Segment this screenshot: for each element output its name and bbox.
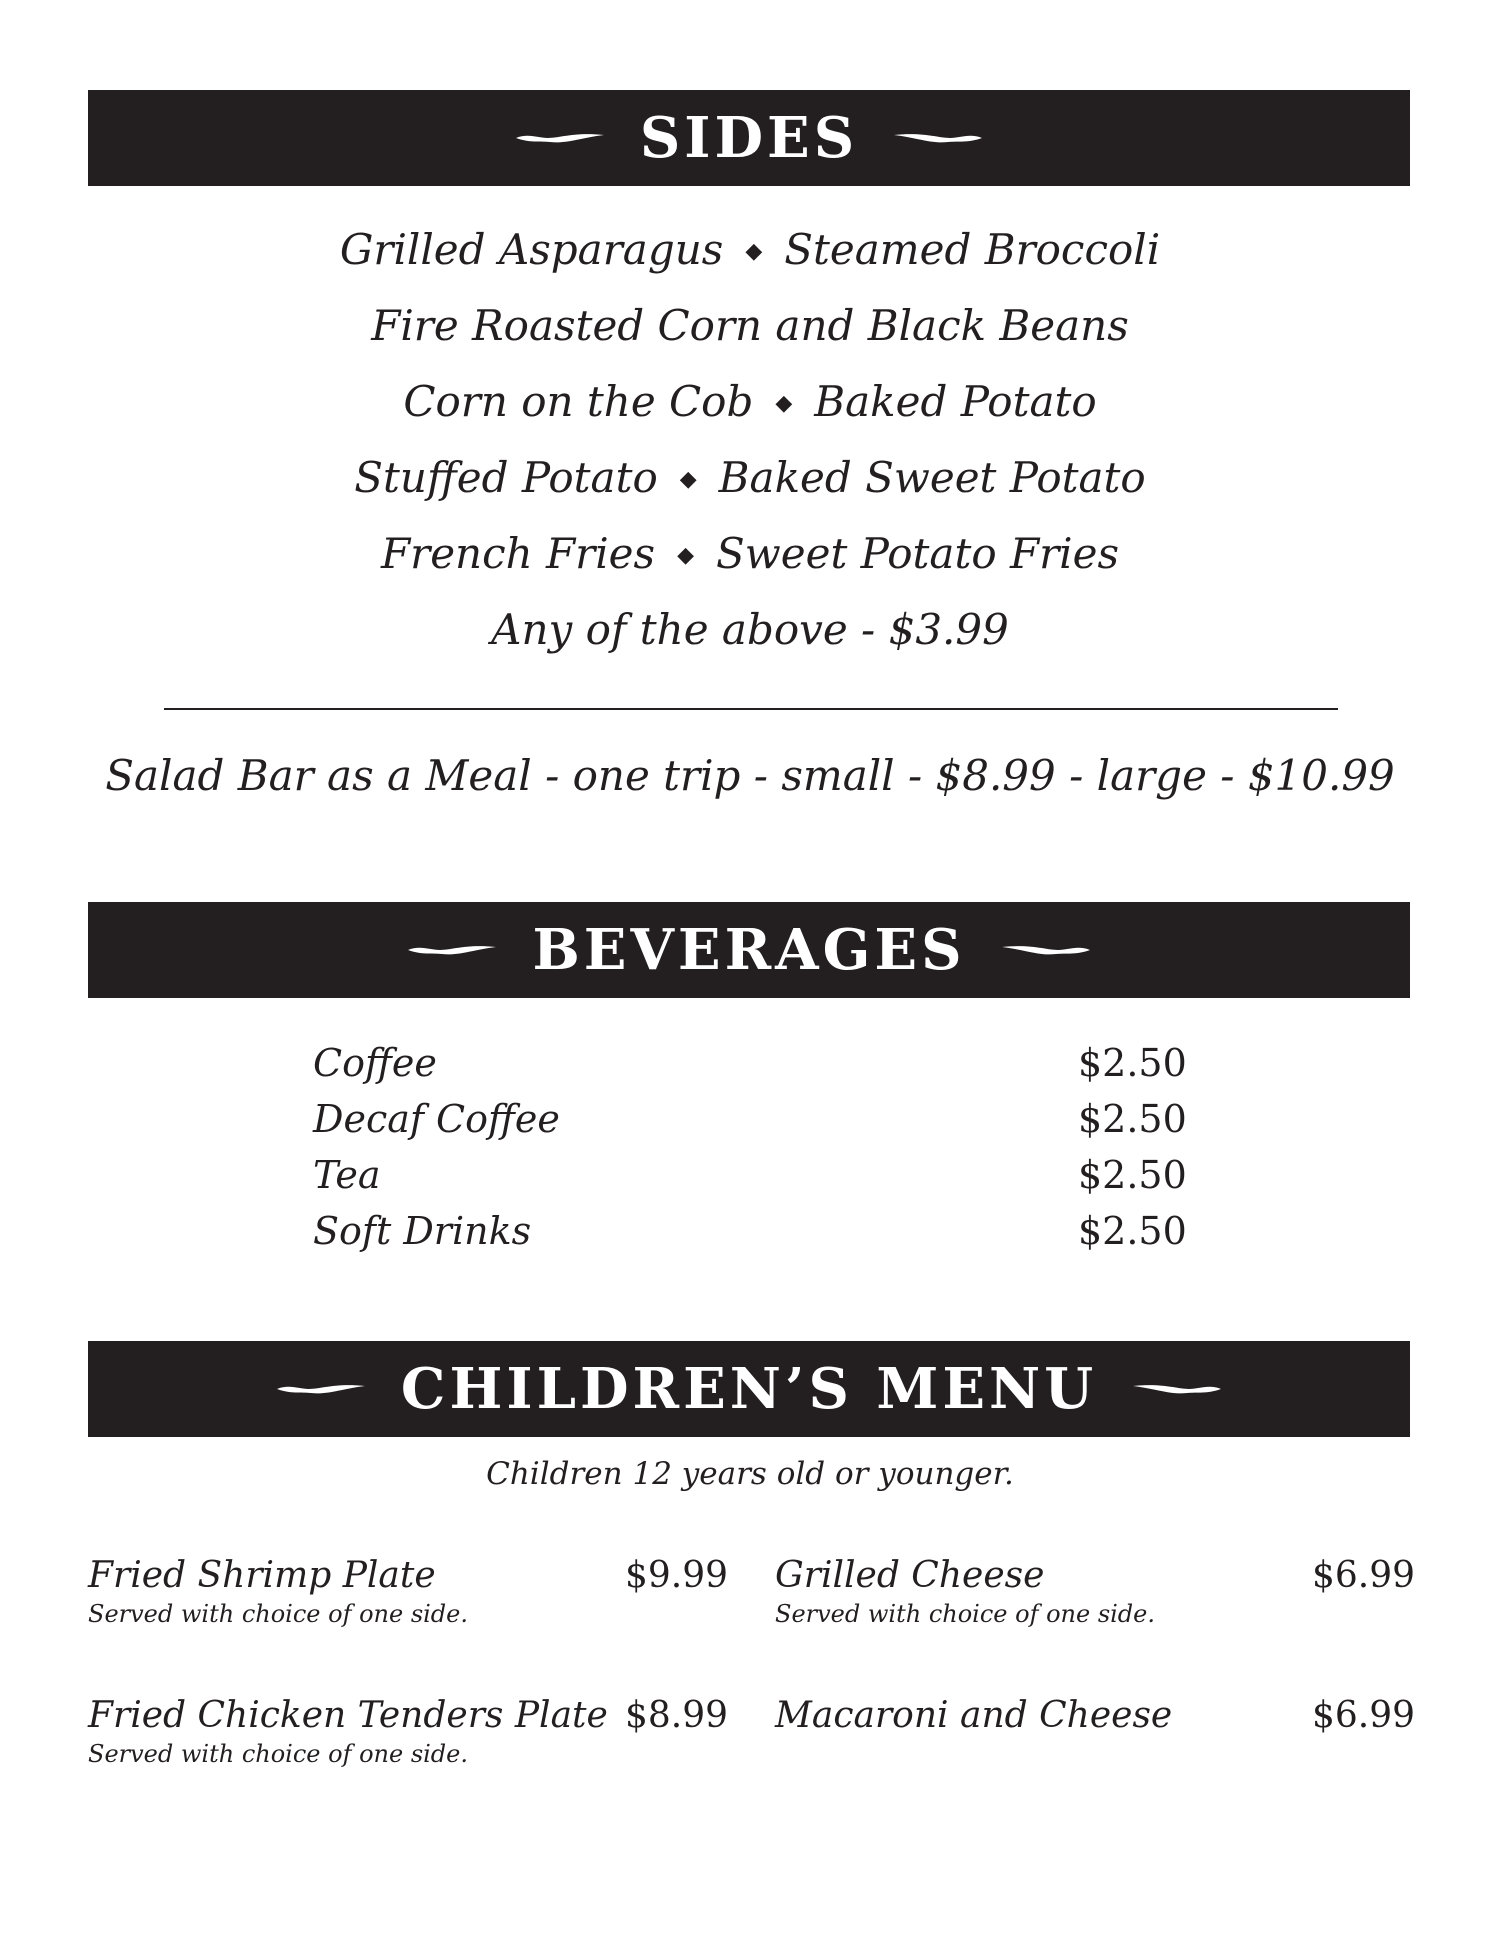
beverage-name: Tea — [313, 1153, 381, 1197]
flourish-right-icon — [1131, 1380, 1223, 1398]
kids-item-description: Served with choice of one side. — [88, 1740, 469, 1768]
salad-bar-line: Salad Bar as a Meal - one trip - small - $8.99 - large - $10.99 — [105, 751, 1395, 800]
sides-heading: SIDES — [639, 105, 859, 171]
section-divider — [164, 708, 1338, 710]
beverage-row — [313, 1091, 1187, 1147]
kids-item-name: Fried Shrimp Plate — [88, 1555, 436, 1596]
childrens-menu-banner — [88, 1341, 1410, 1437]
side-item: Baked Sweet Potato — [718, 453, 1146, 502]
diamond-icon: ◆ — [679, 467, 697, 492]
sides-banner — [88, 90, 1410, 186]
side-item: French Fries — [380, 529, 656, 578]
side-item: Grilled Asparagus — [339, 225, 724, 274]
kids-item-description: Served with choice of one side. — [775, 1600, 1156, 1628]
childrens-menu-heading: CHILDREN’S MENU — [400, 1356, 1098, 1422]
beverage-row — [313, 1147, 1187, 1203]
sides-line — [0, 364, 1500, 440]
beverage-row — [313, 1203, 1187, 1259]
kids-item-price: $6.99 — [1311, 1555, 1415, 1596]
side-item: Fire Roasted Corn and Black Beans — [371, 301, 1129, 350]
kids-item-price: $9.99 — [624, 1555, 728, 1596]
diamond-icon: ◆ — [745, 239, 763, 264]
diamond-icon: ◆ — [775, 391, 793, 416]
sides-list — [0, 212, 1500, 668]
beverages-banner — [88, 902, 1410, 998]
side-item: Sweet Potato Fries — [716, 529, 1120, 578]
flourish-right-icon — [892, 129, 984, 147]
kids-item-name: Macaroni and Cheese — [775, 1695, 1173, 1736]
flourish-left-icon — [406, 941, 498, 959]
sides-line — [0, 440, 1500, 516]
childrens-age-note: Children 12 years old or younger. — [486, 1456, 1014, 1492]
beverages-list — [313, 1035, 1187, 1259]
side-item: Corn on the Cob — [403, 377, 754, 426]
kids-item-price: $6.99 — [1311, 1695, 1415, 1736]
kids-item-description: Served with choice of one side. — [88, 1600, 469, 1628]
beverage-price: $2.50 — [1078, 1153, 1187, 1197]
beverage-price: $2.50 — [1078, 1097, 1187, 1141]
sides-line — [0, 212, 1500, 288]
beverage-name: Decaf Coffee — [313, 1097, 560, 1141]
beverage-name: Coffee — [313, 1041, 437, 1085]
beverage-row — [313, 1035, 1187, 1091]
sides-price: Any of the above - $3.99 — [491, 605, 1009, 654]
kids-item-price: $8.99 — [624, 1695, 728, 1736]
beverage-price: $2.50 — [1078, 1041, 1187, 1085]
sides-line — [0, 288, 1500, 364]
beverages-heading: BEVERAGES — [532, 917, 966, 983]
beverage-price: $2.50 — [1078, 1209, 1187, 1253]
flourish-right-icon — [1000, 941, 1092, 959]
side-item: Steamed Broccoli — [784, 225, 1161, 274]
diamond-icon: ◆ — [677, 543, 695, 568]
flourish-left-icon — [514, 129, 606, 147]
sides-price-line — [0, 592, 1500, 668]
side-item: Baked Potato — [814, 377, 1097, 426]
side-item: Stuffed Potato — [354, 453, 658, 502]
kids-item-name: Fried Chicken Tenders Plate — [88, 1695, 608, 1736]
kids-item-name: Grilled Cheese — [775, 1555, 1045, 1596]
beverage-name: Soft Drinks — [313, 1209, 532, 1253]
sides-line — [0, 516, 1500, 592]
flourish-left-icon — [275, 1380, 367, 1398]
